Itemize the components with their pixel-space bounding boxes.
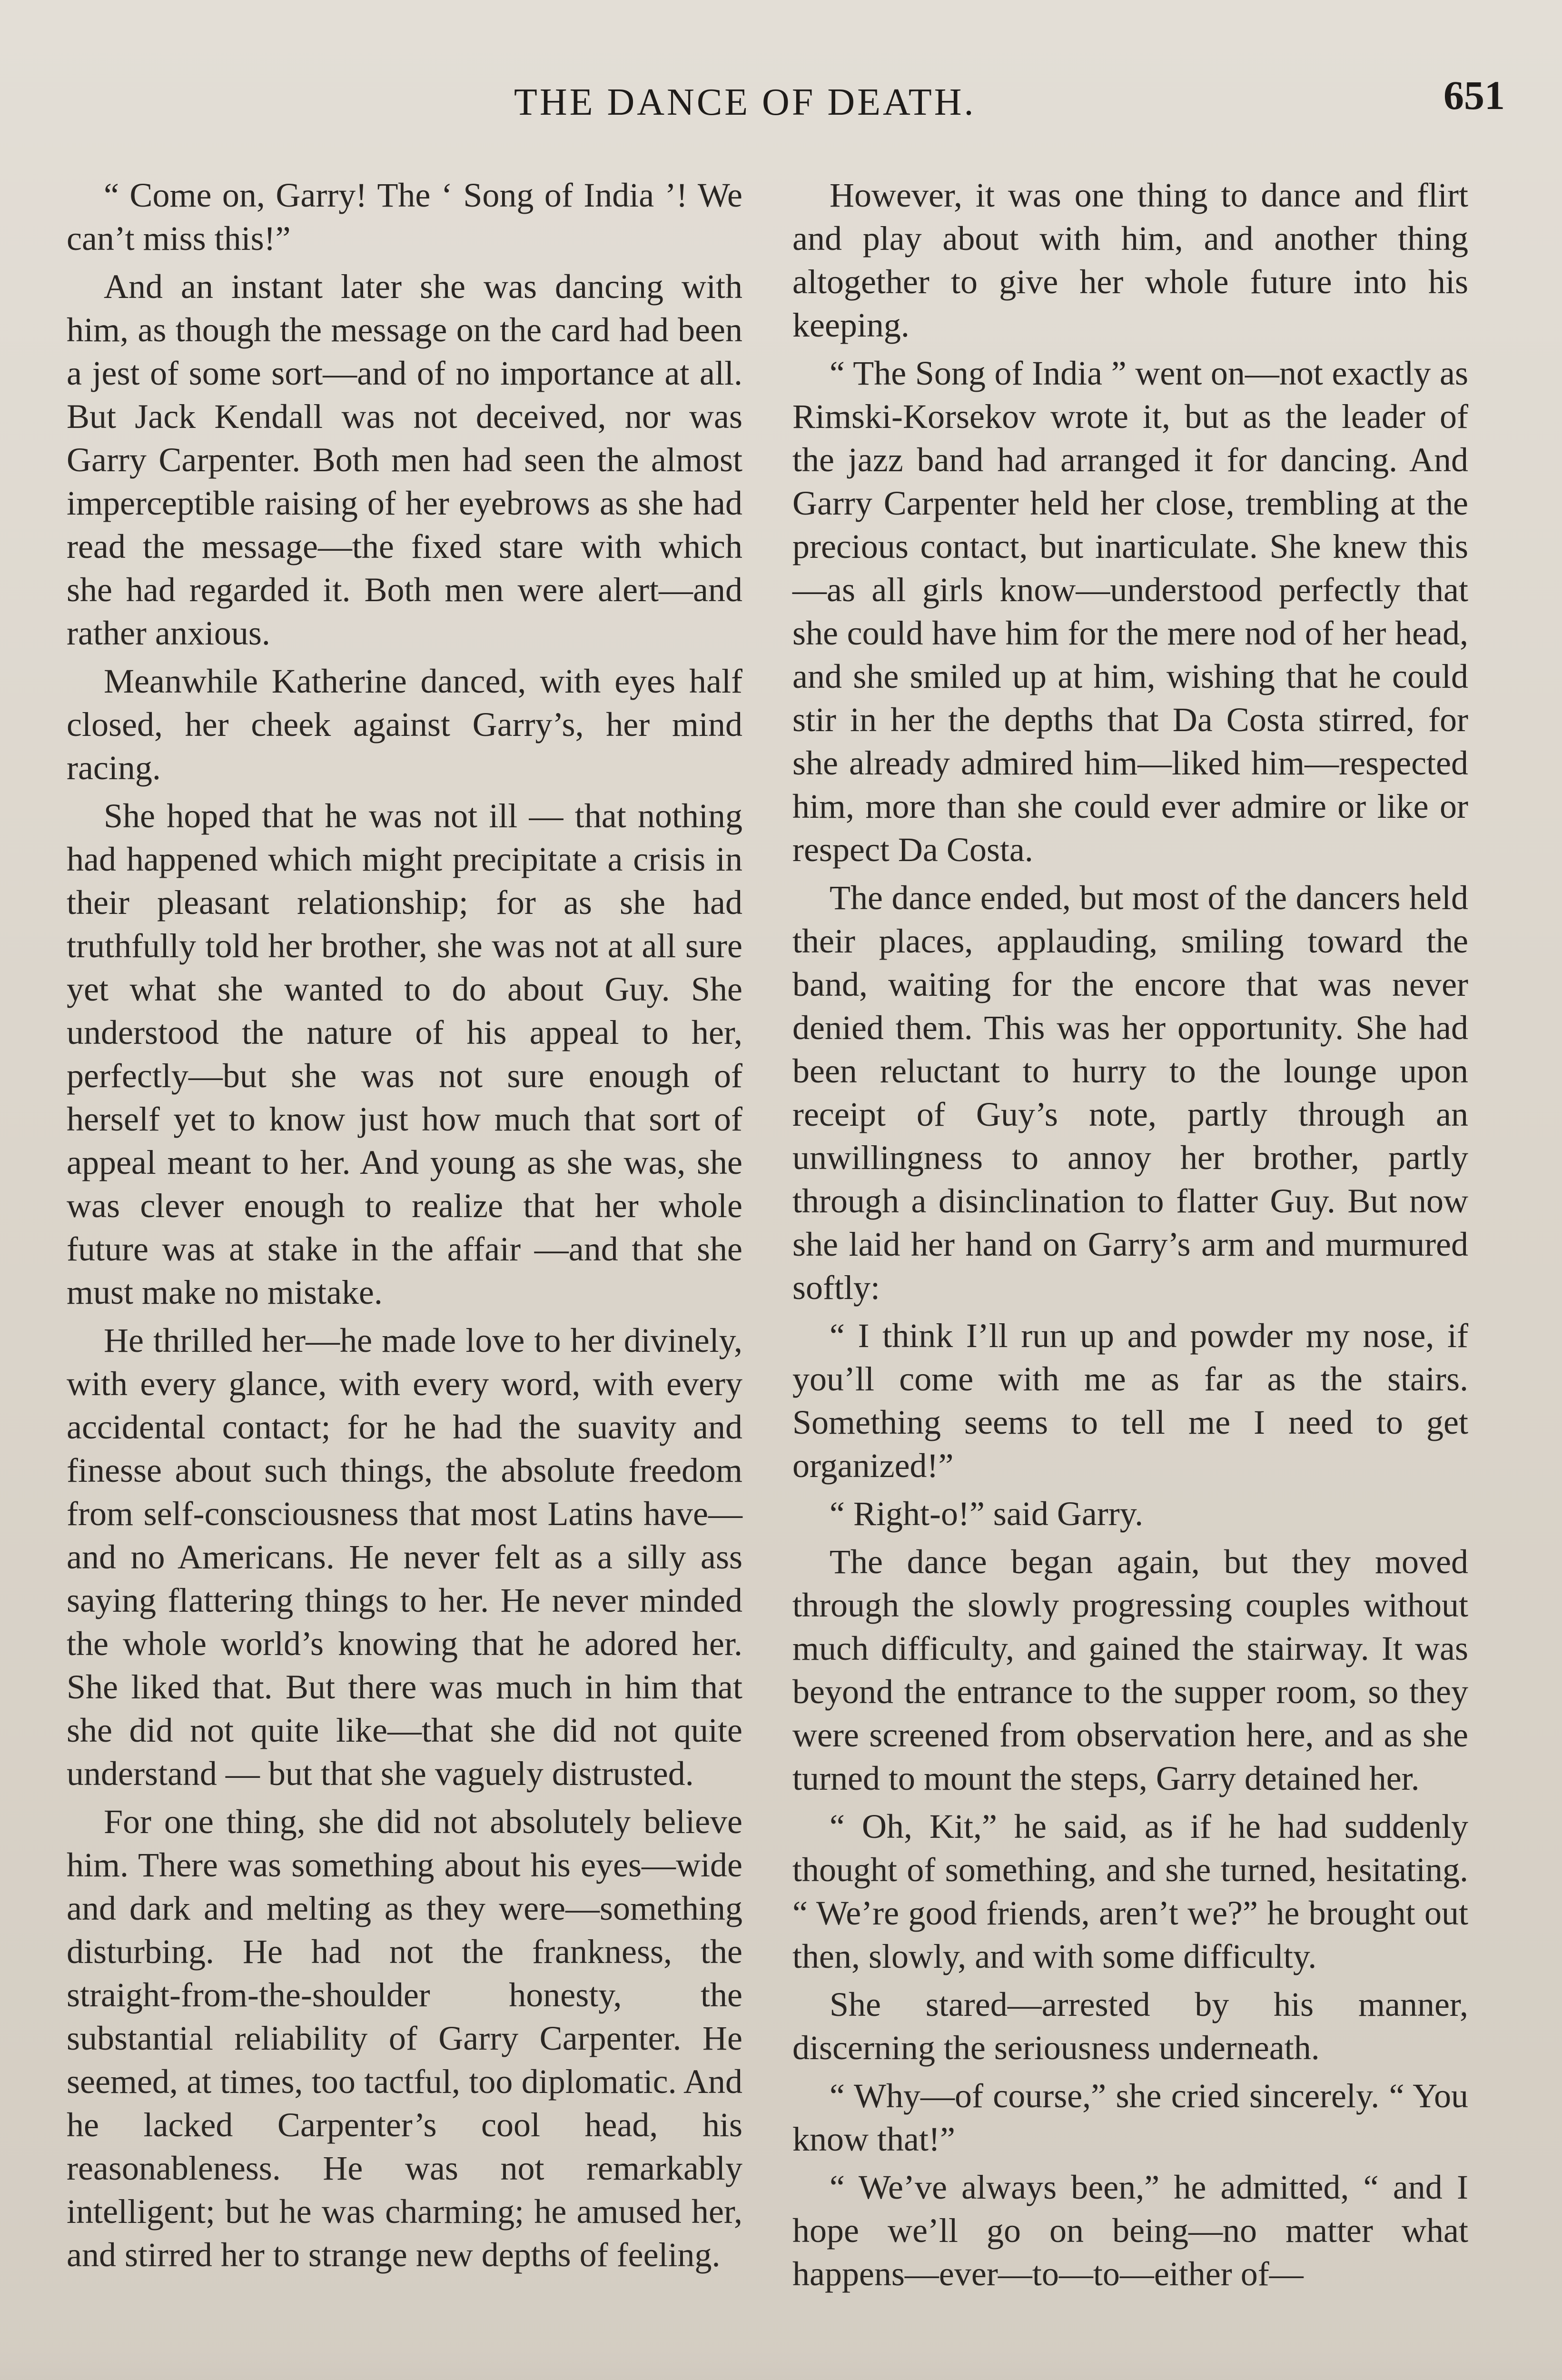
paragraph: “ Why—of course,” she cried sincerely. “ You know that!” (792, 2077, 1468, 2158)
paragraph: “ Oh, Kit,” he said, as if he had suddenly thought of something, and she turned, hesitating. “ We’re good friends, aren’t we?” he brought out then, slowly, and with some difficulty. (792, 1807, 1468, 1975)
paragraph: For one thing, she did not absolutely believe him. There was something about his eyes—wide and dark and melting as they were—something disturbing. He had not the frankness, the straight-from-the-shoulder honesty, the substantial reliability of Garry Carpenter. He seemed, at times, too tactful, too diplomatic. And he lacked Carpenter’s cool head, his reasonableness. He was not remarkably intelligent; but he was charming; he amused her, and stirred her to strange new depths of feeling. (67, 1803, 742, 2274)
paragraph: He thrilled her—he made love to her divinely, with every glance, with every word, with every accidental contact; for he had the suavity and finesse about such things, the absolute freedom from self-consciousness that most Latins have—and no Americans. He never felt as a silly ass saying flattering things to her. He never minded the whole world’s knowing that he adored her. She liked that. But there was much in him that she did not quite like—that she did not quite understand — but that she vaguely distrusted. (67, 1321, 742, 1793)
paragraph: “ Right-o!” said Garry. (830, 1495, 1144, 1533)
paragraph: She stared—arrested by his manner, discerning the seriousness underneath. (792, 1985, 1468, 2067)
right-column (792, 174, 1468, 2301)
paragraph: However, it was one thing to dance and flirt and play about with him, and another thing altogether to give her whole future into his keeping. (792, 176, 1468, 344)
page-number: 651 (1443, 72, 1505, 118)
left-column (67, 174, 742, 2281)
paragraph: And an instant later she was dancing with him, as though the message on the card had been a jest of some sort—and of no importance at all. But Jack Kendall was not deceived, nor was Garry Carpenter. Both men had seen the almost imperceptible raising of her eyebrows as she had read the message—the fixed stare with which she had regarded it. Both men were alert—and rather anxious. (67, 268, 742, 652)
paragraph: The dance began again, but they moved through the slowly progressing couples without much difficulty, and gained the stairway. It was beyond the entrance to the supper room, so they were screened from observation here, and as she turned to mount the steps, Garry detained her. (792, 1543, 1468, 1797)
paragraph: The dance ended, but most of the dancers held their places, applauding, smiling toward the band, waiting for the encore that was never denied them. This was her opportunity. She had been reluctant to hurry to the lounge upon receipt of Guy’s note, partly through an unwillingness to annoy her brother, partly through a disinclination to flatter Guy. But now she laid her hand on Garry’s arm and murmured softly: (792, 879, 1468, 1307)
paragraph: “ The Song of India ” went on—not exactly as Rimski-Korsekov wrote it, but as the leader of the jazz band had arranged it for dancing. And Garry Carpenter held her close, trembling at the precious contact, but inarticulate. She knew this—as all girls know—understood perfectly that she could have him for the mere nod of her head, and she smiled up at him, wishing that he could stir in her the depths that Da Costa stirred, for she already admired him—liked him—respected him, more than she could ever admire or like or respect Da Costa. (792, 354, 1468, 869)
paragraph: “ Come on, Garry! The ‘ Song of India ’! We can’t miss this!” (67, 176, 742, 258)
paragraph: She hoped that he was not ill — that nothing had happened which might precipitate a crisis in their pleasant relationship; for as she had truthfully told her brother, she was not at all sure yet what she wanted to do about Guy. She understood the nature of his appeal to her, perfectly—but she was not sure enough of herself yet to know just how much that sort of appeal meant to her. And young as she was, she was clever enough to realize that her whole future was at stake in the affair —and that she must make no mistake. (67, 797, 742, 1311)
paragraph: “ We’ve always been,” he admitted, “ and I hope we’ll go on being—no matter what happens—ever—to—to—either of— (792, 2168, 1468, 2293)
paragraph: Meanwhile Katherine danced, with eyes half closed, her cheek against Garry’s, her mind racing. (67, 662, 742, 787)
paragraph: “ I think I’ll run up and powder my nose, if you’ll come with me as far as the stairs. Something seems to tell me I need to get organized!” (792, 1317, 1468, 1485)
running-title: THE DANCE OF DEATH. (514, 81, 976, 123)
